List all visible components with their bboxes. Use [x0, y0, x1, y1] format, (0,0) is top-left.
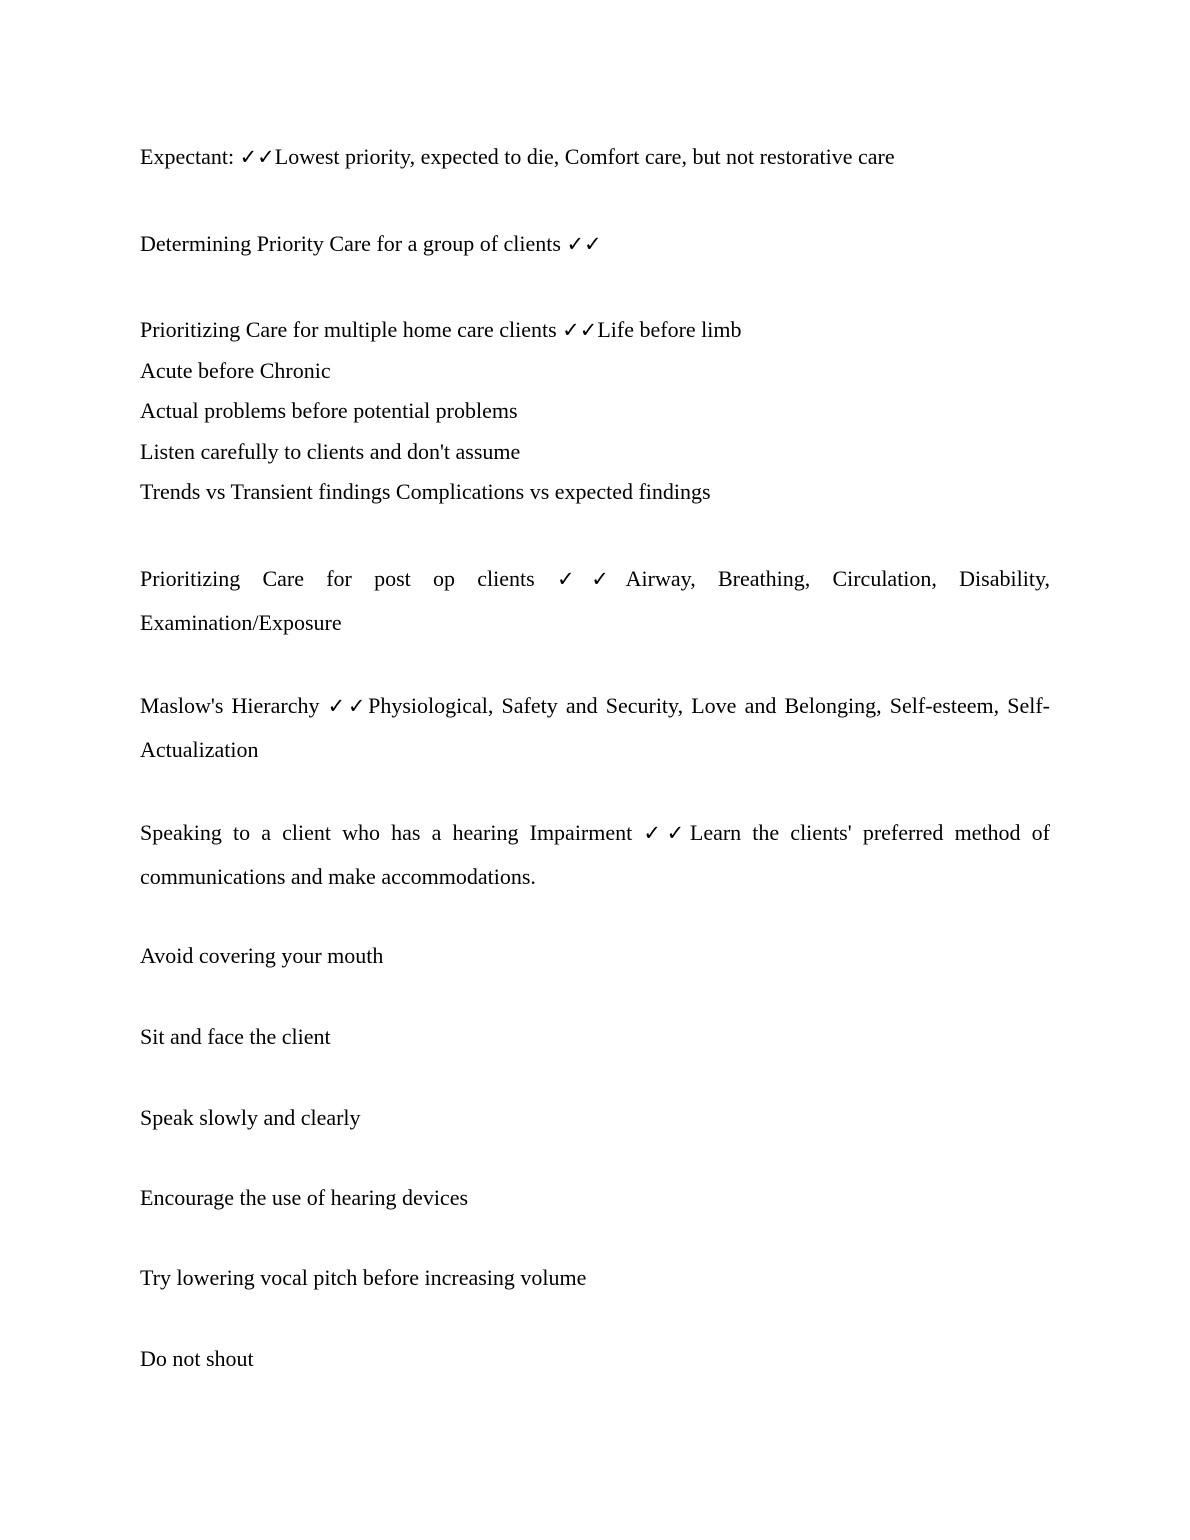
entry-hearing-impairment [140, 811, 1050, 898]
tip-item: Encourage the use of hearing devices [140, 1185, 469, 1210]
tip-item: Avoid covering your mouth [140, 943, 384, 968]
list-item: Acute before Chronic [140, 357, 331, 383]
entry-definition: Airway, Breathing, Circulation, Disability, Examination/Exposure [140, 566, 1051, 635]
double-check-icon: ✓✓ [643, 821, 690, 845]
entry-definition: Physiological, Safety and Security, Love and Belonging, Self-esteem, Self-Actualization [140, 693, 1051, 762]
entry-term: Determining Priority Care for a group of clients [140, 231, 561, 256]
entry-term: Speaking to a client who has a hearing Impairment [140, 820, 633, 845]
entry-term: Prioritizing Care for multiple home care clients [140, 317, 557, 342]
double-check-icon: ✓✓ [562, 318, 598, 342]
tip-item: Try lowering vocal pitch before increasing volume [140, 1265, 587, 1290]
entry-first-line [140, 310, 1050, 351]
tip-item: Do not shout [140, 1346, 254, 1371]
document-page [140, 0, 1050, 1540]
list-item: Actual problems before potential problems [140, 398, 518, 423]
double-check-icon: ✓✓ [556, 567, 626, 591]
entry-term: Maslow's Hierarchy [140, 693, 320, 718]
entry-post-op [140, 557, 1050, 644]
list-item: Trends vs Transient findings Complications vs expected findings [140, 479, 711, 504]
entry-determining-priority [140, 222, 1050, 266]
entry-home-care [140, 310, 1050, 513]
entry-term: Prioritizing Care for post op clients [140, 566, 535, 591]
tip-item: Speak slowly and clearly [140, 1105, 361, 1130]
tip-item: Sit and face the client [140, 1024, 331, 1049]
list-item: Listen carefully to clients and don't assume [140, 438, 521, 464]
entry-definition: Learn the clients' preferred method of communications and make accommodations. [140, 820, 1051, 889]
entry-maslow [140, 684, 1050, 771]
double-check-icon: ✓✓ [566, 232, 602, 256]
entry-expectant [140, 135, 1050, 179]
entry-definition: Lowest priority, expected to die, Comfort care, but not restorative care [274, 144, 895, 169]
double-check-icon: ✓✓ [327, 694, 369, 718]
entry-definition: Life before limb [597, 317, 742, 342]
double-check-icon: ✓✓ [239, 145, 275, 169]
entry-term: Expectant: [140, 144, 235, 169]
